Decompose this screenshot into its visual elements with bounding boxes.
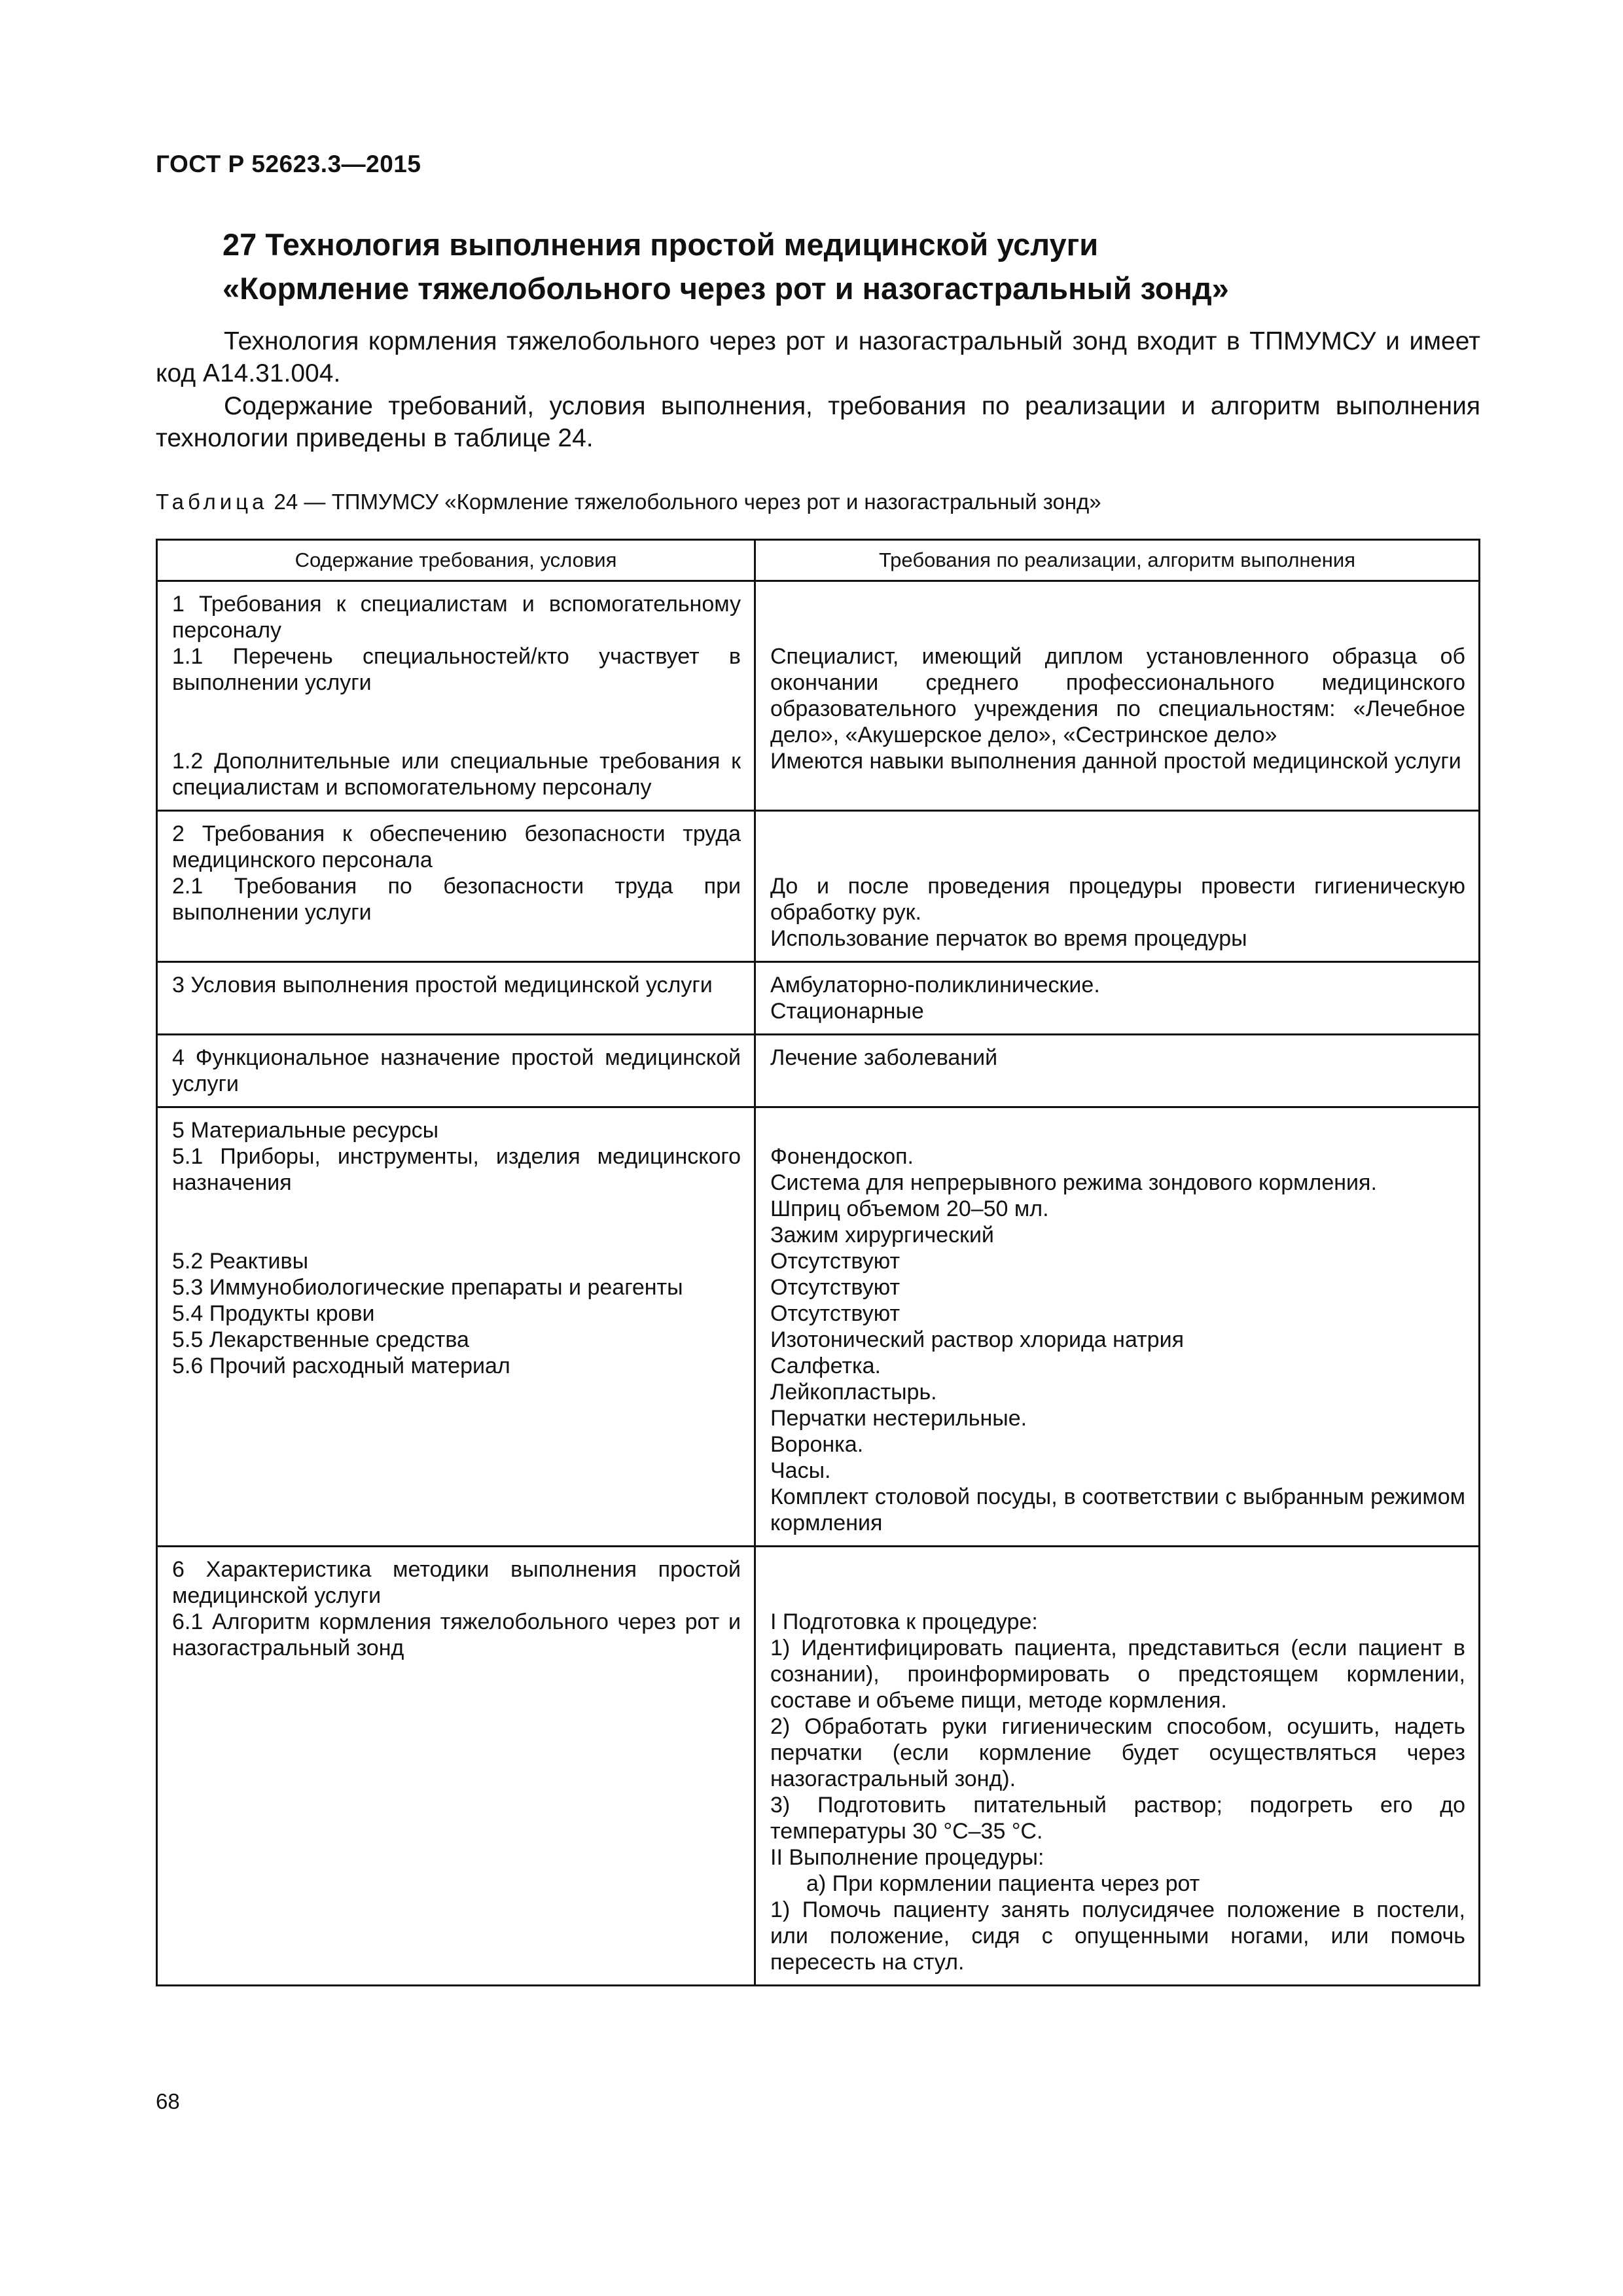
- implementation-text: 1) Помочь пациенту занять полусидячее положение в постели, или положение, сидя с опущенными ногами, или помочь пересесть на стул.: [770, 1897, 1465, 1975]
- implementation-text: 1) Идентифицировать пациента, представиться (если пациент в сознании), проинформировать о предстоящем кормлении, составе и объеме пищи, методе кормления.: [770, 1636, 1465, 1713]
- intro-paragraph-2: Содержание требований, условия выполнения, требования по реализации и алгоритм выполнения технологии приведены в таблице 24.: [156, 392, 1480, 452]
- requirement-text: 5.5 Лекарственные средства: [172, 1327, 469, 1352]
- implementation-text: I Подготовка к процедуре:: [770, 1609, 1038, 1634]
- table-row: [157, 1035, 1480, 1107]
- requirement-text: 5.3 Иммунобиологические препараты и реагенты: [172, 1275, 683, 1300]
- table-row: [157, 1547, 1480, 1986]
- implementation-text: Имеются навыки выполнения данной простой медицинской услуги: [770, 749, 1461, 774]
- implementation-text: Отсутствуют: [770, 1275, 901, 1300]
- requirement-cell: [157, 962, 755, 1035]
- requirement-text: 5.4 Продукты крови: [172, 1301, 375, 1326]
- implementation-text: Часы.: [770, 1458, 831, 1483]
- requirement-cell: [157, 1547, 755, 1986]
- implementation-text: Салфетка.: [770, 1354, 881, 1378]
- requirement-text: 2.1 Требования по безопасности труда при выполнении услуги: [172, 874, 741, 925]
- table-header-row: [157, 540, 1480, 581]
- requirement-text: 6 Характеристика методики выполнения простой медицинской услуги: [172, 1557, 741, 1608]
- requirement-cell: [157, 581, 755, 811]
- intro-paragraph-1: Технология кормления тяжелобольного через рот и назогастральный зонд входит в ТПМУМСУ и имеет код А14.31.004.: [156, 327, 1480, 387]
- implementation-cell: [755, 1547, 1480, 1986]
- section-title: [223, 223, 1466, 310]
- header-requirements: Содержание требования, условия: [157, 540, 755, 581]
- table-caption: [156, 490, 1101, 514]
- table-row: [157, 962, 1480, 1035]
- implementation-text: Изотонический раствор хлорида натрия: [770, 1327, 1184, 1352]
- spacer: [770, 591, 1465, 643]
- requirement-text: 3 Условия выполнения простой медицинской услуги: [172, 973, 713, 997]
- requirement-cell: [157, 1107, 755, 1547]
- requirement-text: 1.1 Перечень специальностей/кто участвует в выполнении услуги: [172, 644, 741, 695]
- spacer: [770, 1556, 1465, 1609]
- implementation-cell: [755, 1035, 1480, 1107]
- table-caption-text: 24 — ТПМУМСУ «Кормление тяжелобольного через рот и назогастральный зонд»: [268, 490, 1101, 514]
- requirement-cell: [157, 1035, 755, 1107]
- spacer: [770, 821, 1465, 873]
- spacer: [770, 1117, 1465, 1143]
- table-row: [157, 1107, 1480, 1547]
- implementation-cell: [755, 962, 1480, 1035]
- implementation-text: а) При кормлении пациента через рот: [806, 1871, 1200, 1896]
- implementation-text: Перчатки нестерильные.: [770, 1406, 1027, 1431]
- implementation-text: Стационарные: [770, 999, 924, 1024]
- implementation-text: Шприц объемом 20–50 мл.: [770, 1196, 1049, 1221]
- requirements-table: [156, 539, 1480, 1986]
- spacer: [172, 696, 741, 748]
- implementation-cell: [755, 1107, 1480, 1547]
- section-title-line-1: 27 Технология выполнения простой медицинской услуги: [223, 227, 1099, 262]
- implementation-text: Система для непрерывного режима зондового кормления.: [770, 1170, 1377, 1195]
- implementation-cell: [755, 581, 1480, 811]
- implementation-text: Лейкопластырь.: [770, 1380, 937, 1405]
- table-row: [157, 811, 1480, 962]
- requirement-text: 4 Функциональное назначение простой медицинской услуги: [172, 1045, 741, 1096]
- spacer: [172, 1196, 741, 1248]
- page-number: 68: [156, 2089, 180, 2113]
- implementation-text: Отсутствуют: [770, 1249, 901, 1274]
- implementation-text: Зажим хирургический: [770, 1223, 994, 1247]
- implementation-text: Комплект столовой посуды, в соответствии с выбранным режимом кормления: [770, 1484, 1465, 1535]
- requirement-text: 5.1 Приборы, инструменты, изделия медицинского назначения: [172, 1144, 741, 1195]
- implementation-text: Отсутствуют: [770, 1301, 901, 1326]
- requirement-text: 5.2 Реактивы: [172, 1249, 309, 1274]
- requirement-text: 2 Требования к обеспечению безопасности труда медицинского персонала: [172, 821, 741, 872]
- requirement-cell: [157, 811, 755, 962]
- implementation-text: 3) Подготовить питательный раствор; подогреть его до температуры 30 °С–35 °С.: [770, 1793, 1465, 1844]
- requirement-text: 1.2 Дополнительные или специальные требования к специалистам и вспомогательному персоналу: [172, 749, 741, 800]
- requirement-text: 1 Требования к специалистам и вспомогательному персоналу: [172, 592, 741, 643]
- table-caption-label: Таблица: [156, 490, 268, 514]
- implementation-text: Использование перчаток во время процедуры: [770, 926, 1247, 951]
- implementation-text: Амбулаторно-поликлинические.: [770, 973, 1100, 997]
- requirement-text: 6.1 Алгоритм кормления тяжелобольного через рот и назогастральный зонд: [172, 1609, 741, 1660]
- implementation-cell: [755, 811, 1480, 962]
- implementation-text: Фонендоскоп.: [770, 1144, 914, 1169]
- header-implementation: Требования по реализации, алгоритм выполнения: [755, 540, 1480, 581]
- implementation-text: II Выполнение процедуры:: [770, 1845, 1044, 1870]
- implementation-text: 2) Обработать руки гигиеническим способом, осушить, надеть перчатки (если кормление будет осуществляться через назогастральный зонд).: [770, 1714, 1465, 1791]
- requirement-text: 5.6 Прочий расходный материал: [172, 1354, 510, 1378]
- implementation-text: До и после проведения процедуры провести гигиеническую обработку рук.: [770, 874, 1465, 925]
- implementation-text: Воронка.: [770, 1432, 864, 1457]
- section-title-line-2: «Кормление тяжелобольного через рот и назогастральный зонд»: [223, 271, 1229, 306]
- implementation-text: Лечение заболеваний: [770, 1045, 998, 1070]
- document-id: ГОСТ Р 52623.3—2015: [156, 151, 421, 177]
- table-row: [157, 581, 1480, 811]
- implementation-text: Специалист, имеющий диплом установленного образца об окончании среднего профессионального медицинского образовательного учреждения по специальностям: «Лечебное дело», «Акушерское дело», «Сестринское дело»: [770, 644, 1465, 747]
- requirement-text: 5 Материальные ресурсы: [172, 1118, 439, 1143]
